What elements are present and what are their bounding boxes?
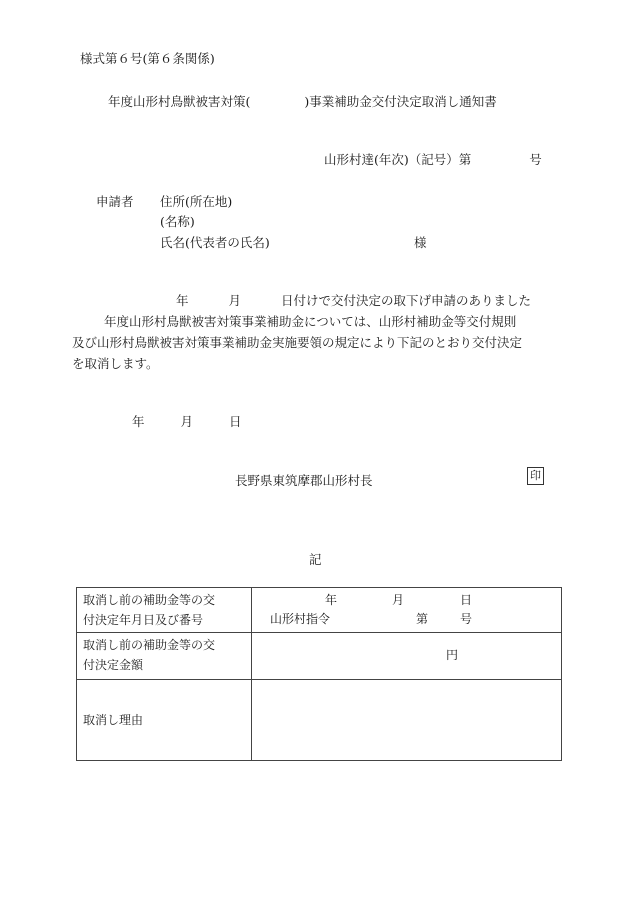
address-label: 住所(所在地) xyxy=(160,194,233,209)
representative-label: 氏名(代表者の氏名) xyxy=(160,235,270,250)
row1-label-line2: 付決定年月日及び番号 xyxy=(83,613,204,627)
organization-name-label: (名称) xyxy=(160,214,195,229)
row1-value xyxy=(252,588,562,633)
body-line2-text: 年度山形村鳥獣被害対策事業補助金については、山形村補助金等交付規則 xyxy=(104,314,517,329)
title-prefix: 年度山形村鳥獣被害対策( xyxy=(108,94,251,109)
row1-dai: 第 xyxy=(416,612,429,626)
body-line-3: 及び山形村鳥獣被害対策事業補助金実施要領の規定により下記のとおり交付決定 xyxy=(72,335,523,350)
row2-yen: 円 xyxy=(446,648,459,662)
row2-label-line1: 取消し前の補助金等の交 xyxy=(83,638,216,652)
table-row-reason xyxy=(77,680,562,761)
row1-day: 日 xyxy=(460,593,473,607)
row1-label xyxy=(77,588,252,633)
row1-go: 号 xyxy=(460,612,473,626)
body-line-1 xyxy=(72,290,562,311)
title-suffix: )事業補助金交付決定取消し通知書 xyxy=(304,94,497,109)
row1-year: 年 xyxy=(325,593,338,607)
date-day: 日 xyxy=(229,414,242,429)
body-line-2 xyxy=(72,311,562,332)
form-number: 様式第６号(第６条関係) xyxy=(80,51,215,66)
row1-label-line1: 取消し前の補助金等の交 xyxy=(83,593,216,607)
body-year: 年 xyxy=(176,293,189,308)
date-month: 月 xyxy=(180,414,194,429)
body-paragraph xyxy=(72,290,562,374)
row3-label: 取消し理由 xyxy=(77,680,252,761)
body-line-4: を取消します。 xyxy=(72,356,159,371)
row2-label-line2: 付決定金額 xyxy=(83,658,144,672)
docref-prefix: 山形村達(年次)（記号）第 xyxy=(324,152,472,167)
row1-month: 月 xyxy=(392,593,405,607)
row2-label xyxy=(77,633,252,680)
body-line1-rest: 日付けで交付決定の取下げ申請のありました xyxy=(281,293,532,308)
notes-heading: 記 xyxy=(309,552,322,567)
body-month: 月 xyxy=(228,293,242,308)
docref-suffix: 号 xyxy=(529,152,542,167)
issuer-name: 長野県東筑摩郡山形村長 xyxy=(235,473,373,488)
document-title xyxy=(108,92,497,110)
table-row-decision-amount xyxy=(77,633,562,680)
row2-value xyxy=(252,633,562,680)
table-row-decision-date xyxy=(77,588,562,633)
honorific: 様 xyxy=(414,235,427,250)
row1-directive: 山形村指令 xyxy=(270,612,331,626)
applicant-label: 申請者 xyxy=(96,194,134,209)
seal-mark: 印 xyxy=(527,467,544,485)
document-reference xyxy=(324,150,542,168)
date-year: 年 xyxy=(132,414,145,429)
details-table xyxy=(76,587,562,761)
row3-value xyxy=(252,680,562,761)
issue-date xyxy=(132,412,242,430)
